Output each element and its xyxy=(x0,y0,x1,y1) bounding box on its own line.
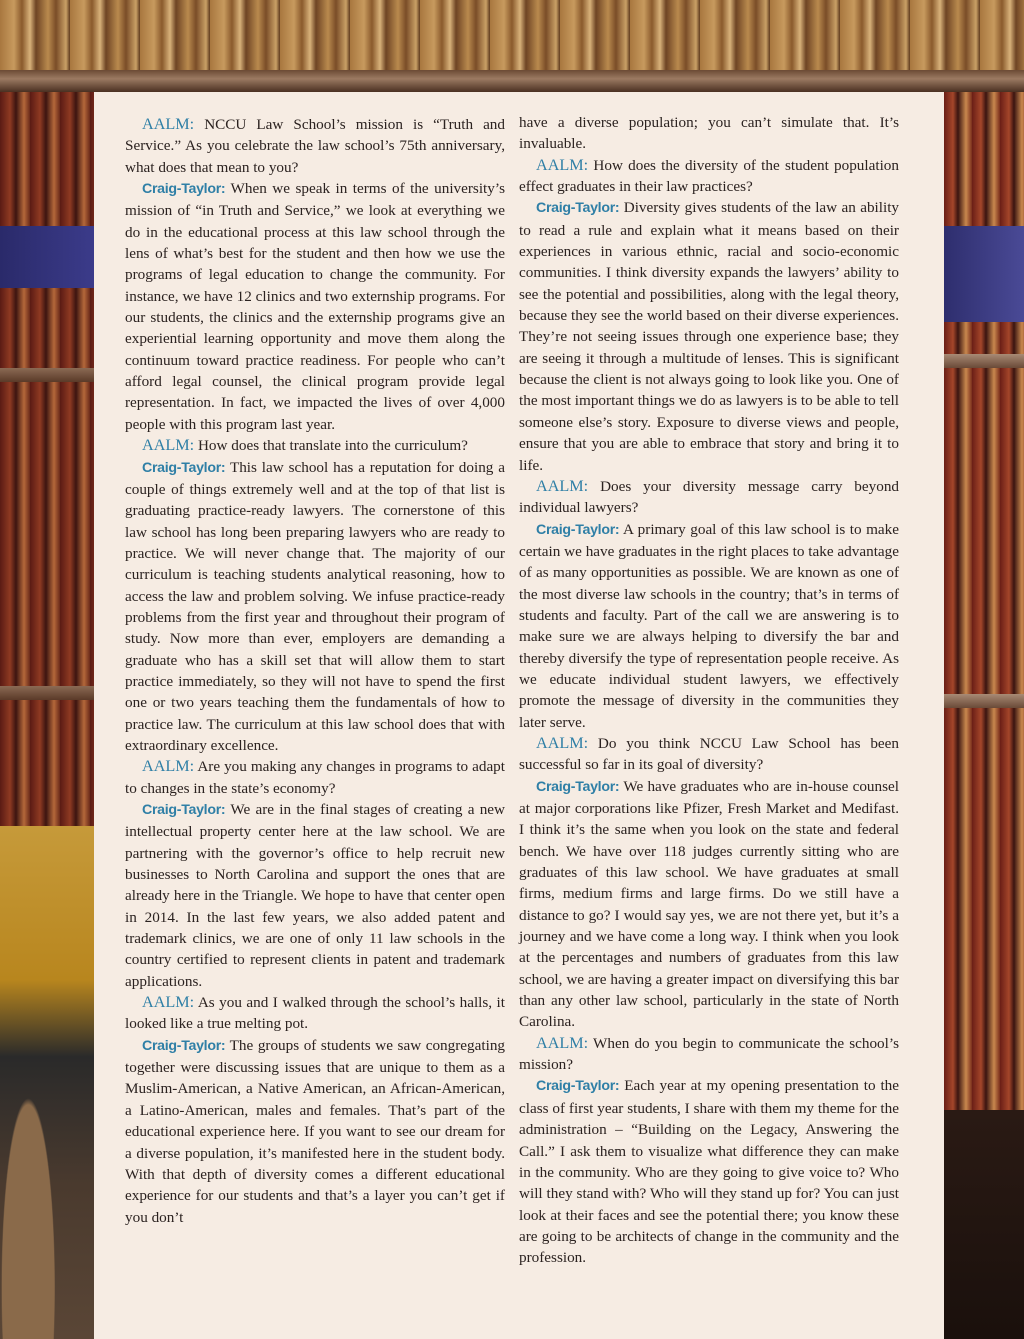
speaker-label-craig-taylor: Craig-Taylor: xyxy=(142,1037,226,1054)
interview-paragraph xyxy=(125,114,505,178)
interview-paragraph xyxy=(125,457,505,757)
paragraph-text: As you and I walked through the school’s halls, it looked like a true melting pot. xyxy=(125,994,505,1033)
right-dark-shelf xyxy=(944,1110,1024,1339)
speaker-label-aalm: AALM: xyxy=(536,476,589,495)
interview-paragraph xyxy=(125,1035,505,1228)
interview-paragraph xyxy=(125,992,505,1035)
speaker-label-craig-taylor: Craig-Taylor: xyxy=(536,778,620,795)
interview-paragraph xyxy=(519,155,899,198)
paragraph-text: have a diverse population; you can’t simulate that. It’s invaluable. xyxy=(519,114,899,153)
speaker-label-craig-taylor: Craig-Taylor: xyxy=(142,459,226,476)
right-shelf-board xyxy=(944,354,1024,368)
paragraph-text: When do you begin to communicate the school’s mission? xyxy=(519,1034,899,1074)
speaker-label-craig-taylor: Craig-Taylor: xyxy=(536,521,620,538)
paragraph-text: Do you think NCCU Law School has been successful so far in its goal of diversity? xyxy=(519,734,899,774)
paragraph-text: Diversity gives students of the law an ability to read a rule and explain what it means based on their experiences in various ethnic, racial and socio-economic communities. I think diversity expands the lawyers’ ability to see the potential and possibilities, along with the legal theory, because they see the world based on their diverse experiences. They’re not seeing issues through one experience base; they are seeing it through a multitude of lenses. This is significant because the client is not always going to look like you. One of the most important things we do as lawyers is to be able to tell someone else’s story. Exposure to diverse views and people, ensure that you are able to embrace that story and bring it to life. xyxy=(519,199,900,474)
interview-paragraph xyxy=(125,178,505,435)
left-shelf-board xyxy=(0,368,94,382)
article-column-left xyxy=(125,114,505,1228)
paragraph-text: Are you making any changes in programs to adapt to changes in the state’s economy? xyxy=(125,758,505,797)
interview-paragraph xyxy=(519,1075,899,1268)
speaker-label-craig-taylor: Craig-Taylor: xyxy=(142,181,226,198)
speaker-label-craig-taylor: Craig-Taylor: xyxy=(536,200,620,217)
paragraph-text: NCCU Law School’s mission is “Truth and Service.” As you celebrate the law school’s 75th anniversary, what does that mean to you? xyxy=(125,116,505,176)
speaker-label-aalm: AALM: xyxy=(142,115,195,133)
paragraph-text: How does the diversity of the student population effect graduates in their law practices? xyxy=(519,156,899,196)
paragraph-text: This law school has a reputation for doing a couple of things extremely well and at the top of that list is graduating practice-ready lawyers. The cornerstone of this law school has long been preparing lawyers who are ready to practice. We will never change that. The majority of our curriculum is teaching students analytical reasoning, how to access the law and problem solving. We infuse practice-ready problems from the first year and throughout their program of study. Now more than ever, employers are demanding a graduate who has a skill set that will allow them to start practice immediately, so they will not have to spend the first one or two years teaching them the fundamentals of how to practice law. The curriculum at this law school does that with extraordinary excellence. xyxy=(125,458,505,754)
interview-paragraph xyxy=(125,756,505,799)
interview-paragraph xyxy=(519,112,899,155)
paragraph-text: A primary goal of this law school is to make certain we have graduates in the right places to take advantage of as many opportunities as possible. We are known as one of the most diverse law schools in the country; that’s in terms of students and faculty. Part of the call we are answering is to make sure we are always helping to diversify the bar and thereby diversify the type of representation people receive. As we educate individual student lawyers, we effectively promote the message of diversity in the communities they later serve. xyxy=(519,520,899,731)
paragraph-text: Each year at my opening presentation to the class of first year students, I share with them my theme for the administration – “Building on the Legacy, Answering the Call.” I ask them to visualize what difference they can make in the community. Who are they going to give voice to? Who will they stand with? Who will they stand up for? You can just look at their faces and see the potential there; you know these are going to be architects of change in the community and the profession. xyxy=(519,1077,900,1267)
interview-paragraph xyxy=(125,435,505,456)
lounge-photo xyxy=(0,826,94,1339)
paragraph-text: We have graduates who are in-house counsel at major corporations like Pfizer, Fresh Market and Medifast. I think it’s the same when you look on the state and federal bench. We have over 118 judges currently sitting who are graduates of this law school. We have graduates at small firms, medium firms and large firms. Do we still have a distance to go? I would say yes, we are not there yet, but it’s a journey and we have come a long way. I think when you look at the percentages and numbers of graduates from this law school, we are having a greater impact on diversifying this bar than any other law school, particularly in the state of North Carolina. xyxy=(519,777,899,1031)
interview-paragraph xyxy=(519,776,899,1033)
interview-paragraph xyxy=(519,476,899,519)
paragraph-text: The groups of students we saw congregating together were discussing issues that are unique to them as a Muslim-American, a Native American, an African-American, a Latino-American, males and females. That’s part of the educational experience here. If you want to see our dream for a diverse population, it’s manifested here in the student body. With that depth of diversity comes a different educational experience for our students and that’s a layer you can’t get if you don’t xyxy=(125,1036,506,1226)
speaker-label-aalm: AALM: xyxy=(536,1033,589,1052)
paragraph-text: When we speak in terms of the university’s mission of “in Truth and Service,” we look at everything we do in the educational process at this law school through the lens of what’s best for the student and then how we use the programs of legal education to change the community. For instance, we have 12 clinics and two externship programs. For our students, the clinics and the externship programs give an experiential learning opportunity and move them along the continuum toward practice readiness. For people who can’t afford legal counsel, the clinical program provide legal representation. In fact, we impacted the lives of over 4,000 people with this program last year. xyxy=(125,180,505,433)
article-column-right xyxy=(519,112,899,1269)
interview-paragraph xyxy=(519,197,899,475)
paragraph-text: How does that translate into the curriculum? xyxy=(197,437,468,455)
right-shelf-board xyxy=(944,694,1024,708)
speaker-label-craig-taylor: Craig-Taylor: xyxy=(536,1078,620,1095)
speaker-label-aalm: AALM: xyxy=(142,993,195,1012)
speaker-label-aalm: AALM: xyxy=(536,733,589,752)
paragraph-text: We are in the final stages of creating a new intellectual property center here at the law school. We are partnering with the governor’s office to help recruit new businesses to North Carolina and support the ones that are already here in the Triangle. We hope to have that center open in 2014. In the last few years, we also added patent and trademark clinics, we are one of only 11 law schools in the country certified to represent clients in patent and trademark applications. xyxy=(125,801,505,990)
left-blue-band xyxy=(0,226,94,288)
left-shelf-board xyxy=(0,686,94,700)
speaker-label-aalm: AALM: xyxy=(142,436,195,455)
interview-paragraph xyxy=(519,519,899,733)
speaker-label-aalm: AALM: xyxy=(536,155,589,174)
paragraph-text: Does your diversity message carry beyond individual lawyers? xyxy=(519,477,900,517)
interview-paragraph xyxy=(519,1033,899,1076)
speaker-label-aalm: AALM: xyxy=(142,757,195,776)
speaker-label-craig-taylor: Craig-Taylor: xyxy=(142,802,226,818)
article-panel xyxy=(94,92,944,1339)
interview-paragraph xyxy=(519,733,899,776)
bookshelf-top-image xyxy=(0,0,1024,92)
right-blue-band xyxy=(944,226,1024,322)
interview-paragraph xyxy=(125,799,505,992)
